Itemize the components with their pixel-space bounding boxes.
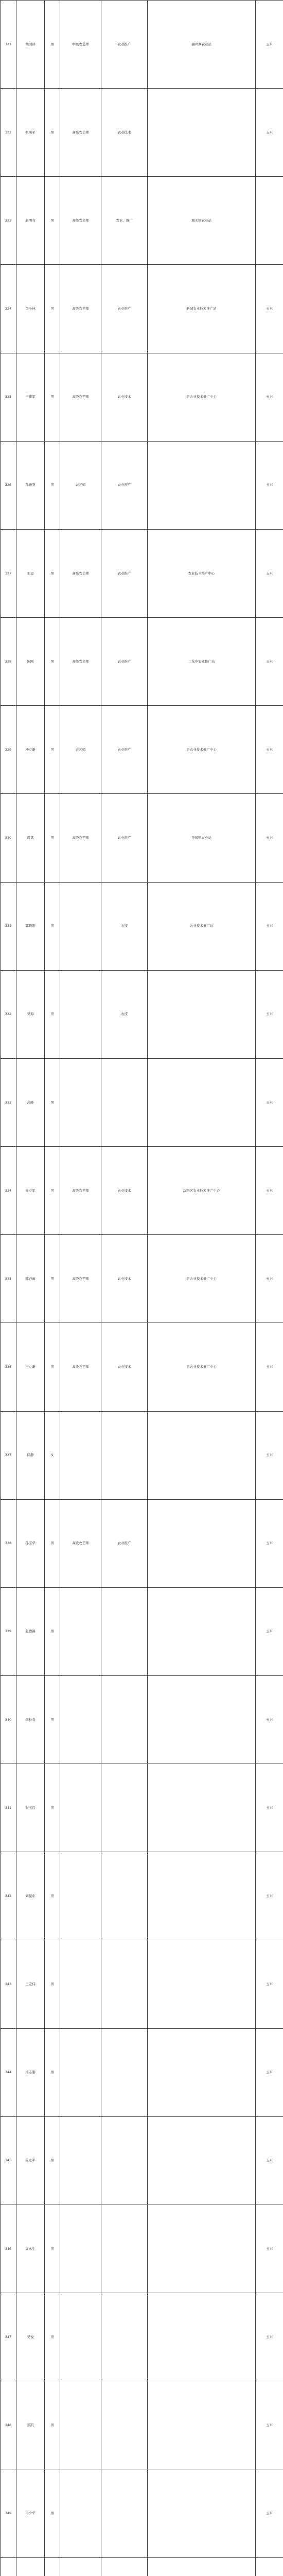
table-cell: 高级农艺师 bbox=[60, 1323, 101, 1411]
table-cell: 孙德强 bbox=[16, 441, 45, 529]
table-cell bbox=[101, 1058, 148, 1146]
table-cell: 玉米 bbox=[256, 441, 283, 529]
table-cell bbox=[148, 441, 256, 529]
table-cell bbox=[148, 1940, 256, 2028]
table-cell: 玉米 bbox=[256, 2469, 283, 2557]
table-row bbox=[1, 177, 283, 265]
table-cell: 玉米 bbox=[256, 265, 283, 353]
table-cell: 玉米 bbox=[256, 1764, 283, 1852]
table-cell: 沈阳区农业技术推广中心 bbox=[148, 1147, 256, 1235]
table-cell bbox=[148, 1499, 256, 1587]
table-cell: 农业技术 bbox=[101, 1235, 148, 1323]
table-cell: 男 bbox=[45, 2469, 60, 2557]
table-row bbox=[1, 706, 283, 794]
table-cell: 玉米 bbox=[256, 794, 283, 882]
table-cell: 福兴乡农业站 bbox=[148, 1, 256, 89]
table-cell bbox=[60, 2205, 101, 2293]
table-cell: 玉米 bbox=[256, 1, 283, 89]
table-cell: 郭晓刚 bbox=[16, 882, 45, 970]
table-cell: 男 bbox=[45, 882, 60, 970]
table-cell: 高级农艺师 bbox=[60, 618, 101, 706]
table-cell: 342 bbox=[1, 1852, 16, 1940]
table-cell: 新城农业技术推广站 bbox=[148, 265, 256, 353]
table-cell: 张玉良 bbox=[16, 1764, 45, 1852]
table-cell: 男 bbox=[45, 1, 60, 89]
table-cell: 玉米 bbox=[256, 353, 283, 441]
table-cell: 玉米 bbox=[256, 1411, 283, 1499]
table-row bbox=[1, 794, 283, 882]
table-cell: 二龙乡农业推广站 bbox=[148, 618, 256, 706]
table-cell: 玉米 bbox=[256, 2028, 283, 2116]
table-cell: 341 bbox=[1, 1764, 16, 1852]
table-row bbox=[1, 265, 283, 353]
table-row bbox=[1, 2469, 283, 2557]
table-cell bbox=[60, 2028, 101, 2116]
table-cell: 农业推广 bbox=[101, 529, 148, 617]
table-cell: 刘勇 bbox=[16, 529, 45, 617]
table-cell: 高级农艺师 bbox=[60, 265, 101, 353]
table-cell bbox=[60, 1675, 101, 1764]
table-cell: 王建军 bbox=[16, 353, 45, 441]
table-cell bbox=[101, 1764, 148, 1852]
table-cell: 李小林 bbox=[16, 265, 45, 353]
table-cell: 玉米 bbox=[256, 706, 283, 794]
table-cell: 农业技术 bbox=[101, 1147, 148, 1235]
table-cell bbox=[148, 1411, 256, 1499]
table-cell: 345 bbox=[1, 2116, 16, 2205]
table-row bbox=[1, 618, 283, 706]
table-cell: 高级农艺师 bbox=[60, 529, 101, 617]
table-cell: 城关镇农业站 bbox=[148, 177, 256, 265]
table-cell: 男 bbox=[45, 706, 60, 794]
table-cell: 男 bbox=[45, 2116, 60, 2205]
table-cell: 男 bbox=[45, 618, 60, 706]
table-row bbox=[1, 2381, 283, 2469]
table-cell: 农技 bbox=[101, 970, 148, 1058]
table-cell bbox=[101, 2028, 148, 2116]
table-cell: 玉米 bbox=[256, 2205, 283, 2293]
table-cell: 男 bbox=[45, 89, 60, 177]
table-row bbox=[1, 1, 283, 89]
table-cell bbox=[148, 2293, 256, 2381]
table-cell: 321 bbox=[1, 1, 16, 89]
table-cell bbox=[60, 2116, 101, 2205]
table-cell bbox=[60, 2293, 101, 2381]
table-cell: 男 bbox=[45, 1323, 60, 1411]
table-cell: 农业推广 bbox=[101, 794, 148, 882]
table-cell bbox=[256, 2557, 283, 2576]
table-cell: 高级农艺师 bbox=[60, 1235, 101, 1323]
table-cell bbox=[101, 1852, 148, 1940]
table-cell: 玉米 bbox=[256, 89, 283, 177]
table-cell: 徐静 bbox=[16, 1411, 45, 1499]
table-cell bbox=[60, 1058, 101, 1146]
table-cell: 玉米 bbox=[256, 1058, 283, 1146]
table-cell: 男 bbox=[45, 1940, 60, 2028]
table-cell: 337 bbox=[1, 1411, 16, 1499]
table-cell bbox=[101, 2116, 148, 2205]
table-row bbox=[1, 2557, 283, 2576]
table-cell: 玉米 bbox=[256, 1147, 283, 1235]
table-row bbox=[1, 1852, 283, 1940]
table-cell bbox=[148, 2381, 256, 2469]
table-cell bbox=[148, 1764, 256, 1852]
table-cell: 324 bbox=[1, 265, 16, 353]
table-cell: 吴俊 bbox=[16, 2293, 45, 2381]
table-cell: 339 bbox=[1, 1587, 16, 1675]
table-cell: 男 bbox=[45, 441, 60, 529]
table-cell: 农业推广 bbox=[101, 441, 148, 529]
table-cell: 331 bbox=[1, 882, 16, 970]
table-cell: 胡国林 bbox=[16, 1, 45, 89]
table-cell: 玉米 bbox=[256, 1587, 283, 1675]
table-cell bbox=[148, 2205, 256, 2293]
table-cell: 冯少华 bbox=[16, 2469, 45, 2557]
table-cell: 农技 bbox=[101, 882, 148, 970]
table-cell: 346 bbox=[1, 2205, 16, 2293]
table-cell bbox=[101, 2381, 148, 2469]
table-cell bbox=[16, 2557, 45, 2576]
table-cell: 李长春 bbox=[16, 1675, 45, 1764]
table-cell bbox=[60, 2557, 101, 2576]
table-cell: 王立新 bbox=[16, 1323, 45, 1411]
table-row bbox=[1, 1235, 283, 1323]
table-row bbox=[1, 1058, 283, 1146]
table-cell: 马立军 bbox=[16, 1147, 45, 1235]
table-cell: 农业技术 bbox=[101, 353, 148, 441]
table-cell bbox=[45, 2557, 60, 2576]
table-cell: 高级农艺师 bbox=[60, 177, 101, 265]
table-cell: 农业技术推广中心 bbox=[148, 529, 256, 617]
table-row bbox=[1, 89, 283, 177]
table-cell: 男 bbox=[45, 353, 60, 441]
table-cell bbox=[60, 2469, 101, 2557]
table-cell bbox=[148, 2469, 256, 2557]
table-cell: 农业推广 bbox=[101, 1499, 148, 1587]
table-cell: 347 bbox=[1, 2293, 16, 2381]
table-cell: 男 bbox=[45, 1587, 60, 1675]
table-cell: 玉米 bbox=[256, 1235, 283, 1323]
table-cell: 322 bbox=[1, 89, 16, 177]
table-cell: 高峰 bbox=[16, 1058, 45, 1146]
table-cell bbox=[60, 1940, 101, 2028]
table-cell: 玉米 bbox=[256, 529, 283, 617]
table-row bbox=[1, 882, 283, 970]
table-row bbox=[1, 1587, 283, 1675]
table-cell: 男 bbox=[45, 265, 60, 353]
table-cell: 县农业技术推广中心 bbox=[148, 1323, 256, 1411]
table-cell: 男 bbox=[45, 2028, 60, 2116]
table-cell: 玉米 bbox=[256, 1323, 283, 1411]
table-cell: 农业、推广 bbox=[101, 177, 148, 265]
table-cell: 男 bbox=[45, 1058, 60, 1146]
table-cell: 344 bbox=[1, 2028, 16, 2116]
table-cell: 高级农艺师 bbox=[60, 794, 101, 882]
table-cell bbox=[148, 89, 256, 177]
table-cell: 杨志刚 bbox=[16, 2028, 45, 2116]
table-cell: 328 bbox=[1, 618, 16, 706]
table-cell: 王宏伟 bbox=[16, 1940, 45, 2028]
table-cell: 周永生 bbox=[16, 2205, 45, 2293]
table-cell: 县农业技术推广中心 bbox=[148, 1235, 256, 1323]
table-cell: 335 bbox=[1, 1235, 16, 1323]
table-cell bbox=[101, 1940, 148, 2028]
table-cell: 高级农艺师 bbox=[60, 89, 101, 177]
table-cell: 男 bbox=[45, 970, 60, 1058]
table-row bbox=[1, 441, 283, 529]
table-row bbox=[1, 2293, 283, 2381]
table-cell: 农业推广 bbox=[101, 265, 148, 353]
table-cell: 340 bbox=[1, 1675, 16, 1764]
table-cell: 吴海 bbox=[16, 970, 45, 1058]
table-cell: 张海军 bbox=[16, 89, 45, 177]
table-cell bbox=[60, 1587, 101, 1675]
table-cell bbox=[101, 2293, 148, 2381]
table-cell: 男 bbox=[45, 1147, 60, 1235]
table-cell: 孙宝华 bbox=[16, 1499, 45, 1587]
table-cell: 韩春雨 bbox=[16, 1235, 45, 1323]
table-cell: 丹凤镇农业站 bbox=[148, 794, 256, 882]
table-cell: 男 bbox=[45, 794, 60, 882]
table-cell: 农业技术 bbox=[101, 89, 148, 177]
table-cell bbox=[60, 882, 101, 970]
table-cell: 刘振东 bbox=[16, 1852, 45, 1940]
table-cell: 325 bbox=[1, 353, 16, 441]
table-cell: 郑凯 bbox=[16, 2381, 45, 2469]
table-row bbox=[1, 353, 283, 441]
table-cell: 349 bbox=[1, 2469, 16, 2557]
table-row bbox=[1, 1323, 283, 1411]
table-cell: 玉米 bbox=[256, 1940, 283, 2028]
table-cell bbox=[60, 1411, 101, 1499]
table-cell: 326 bbox=[1, 441, 16, 529]
table-cell: 农艺师 bbox=[60, 706, 101, 794]
table-cell bbox=[148, 2116, 256, 2205]
table-cell: 男 bbox=[45, 2293, 60, 2381]
table-cell: 男 bbox=[45, 177, 60, 265]
table-cell: 中级农艺师 bbox=[60, 1, 101, 89]
table-cell: 玉米 bbox=[256, 2381, 283, 2469]
table-cell: 男 bbox=[45, 2205, 60, 2293]
table-row bbox=[1, 1764, 283, 1852]
table-cell: 高级农艺师 bbox=[60, 353, 101, 441]
table-cell bbox=[101, 1411, 148, 1499]
table-row bbox=[1, 1675, 283, 1764]
table-cell: 农业技术推广站 bbox=[148, 882, 256, 970]
table-cell: 农艺师 bbox=[60, 441, 101, 529]
table-cell bbox=[148, 1675, 256, 1764]
table-cell: 336 bbox=[1, 1323, 16, 1411]
table-cell: 陈立平 bbox=[16, 2116, 45, 2205]
table-cell: 赵德福 bbox=[16, 1587, 45, 1675]
table-cell: 县农业技术推广中心 bbox=[148, 706, 256, 794]
table-cell bbox=[148, 970, 256, 1058]
table-cell: 玉米 bbox=[256, 1852, 283, 1940]
table-cell: 玉米 bbox=[256, 1499, 283, 1587]
table-cell: 周斌 bbox=[16, 794, 45, 882]
table-cell bbox=[101, 2205, 148, 2293]
table-row bbox=[1, 1940, 283, 2028]
table-cell: 327 bbox=[1, 529, 16, 617]
table-cell: 男 bbox=[45, 2381, 60, 2469]
table-row bbox=[1, 1147, 283, 1235]
table-cell bbox=[256, 177, 283, 265]
table-body bbox=[1, 1, 283, 2576]
table-cell: 男 bbox=[45, 1499, 60, 1587]
table-cell: 333 bbox=[1, 1058, 16, 1146]
table-cell: 玉米 bbox=[256, 2116, 283, 2205]
table-cell: 玉米 bbox=[256, 1675, 283, 1764]
table-cell: 玉米 bbox=[256, 618, 283, 706]
table-cell: 男 bbox=[45, 1675, 60, 1764]
table-row bbox=[1, 2028, 283, 2116]
table-cell: 县农业技术推广中心 bbox=[148, 353, 256, 441]
table-cell: 赵明亮 bbox=[16, 177, 45, 265]
table-row bbox=[1, 970, 283, 1058]
table-cell: 323 bbox=[1, 177, 16, 265]
table-cell: 农业推广 bbox=[101, 618, 148, 706]
table-row bbox=[1, 529, 283, 617]
table-cell bbox=[101, 2557, 148, 2576]
table-cell: 农业推广 bbox=[101, 1, 148, 89]
table-row bbox=[1, 1411, 283, 1499]
table-cell: 334 bbox=[1, 1147, 16, 1235]
table-cell: 农业推广 bbox=[101, 706, 148, 794]
table-cell bbox=[60, 970, 101, 1058]
table-cell: 330 bbox=[1, 794, 16, 882]
table-cell bbox=[101, 1675, 148, 1764]
table-row bbox=[1, 1499, 283, 1587]
table-cell bbox=[60, 1764, 101, 1852]
table-cell: 陈刚 bbox=[16, 618, 45, 706]
table-cell bbox=[101, 2469, 148, 2557]
table-cell bbox=[148, 1058, 256, 1146]
table-cell: 332 bbox=[1, 970, 16, 1058]
table-cell: 玉米 bbox=[256, 882, 283, 970]
table-cell: 男 bbox=[45, 529, 60, 617]
table-cell: 男 bbox=[45, 1764, 60, 1852]
table-cell: 348 bbox=[1, 2381, 16, 2469]
table-cell: 玉米 bbox=[256, 970, 283, 1058]
table-cell bbox=[101, 1587, 148, 1675]
table-cell: 338 bbox=[1, 1499, 16, 1587]
table-cell: 玉米 bbox=[256, 2293, 283, 2381]
table-cell bbox=[148, 1852, 256, 1940]
table-cell: 男 bbox=[45, 1852, 60, 1940]
table-cell bbox=[1, 2557, 16, 2576]
table-row bbox=[1, 2205, 283, 2293]
table-cell: 女 bbox=[45, 1411, 60, 1499]
table-cell bbox=[148, 1587, 256, 1675]
table-cell bbox=[148, 2028, 256, 2116]
table-row bbox=[1, 2116, 283, 2205]
table-cell: 杨立新 bbox=[16, 706, 45, 794]
table-cell: 农业技术 bbox=[101, 1323, 148, 1411]
table-cell bbox=[148, 2557, 256, 2576]
table-cell: 343 bbox=[1, 1940, 16, 2028]
table-cell: 高级农艺师 bbox=[60, 1499, 101, 1587]
table-cell bbox=[60, 2381, 101, 2469]
table-cell bbox=[60, 1852, 101, 1940]
table-cell: 高级农艺师 bbox=[60, 1147, 101, 1235]
table-cell: 男 bbox=[45, 1235, 60, 1323]
table-cell: 329 bbox=[1, 706, 16, 794]
